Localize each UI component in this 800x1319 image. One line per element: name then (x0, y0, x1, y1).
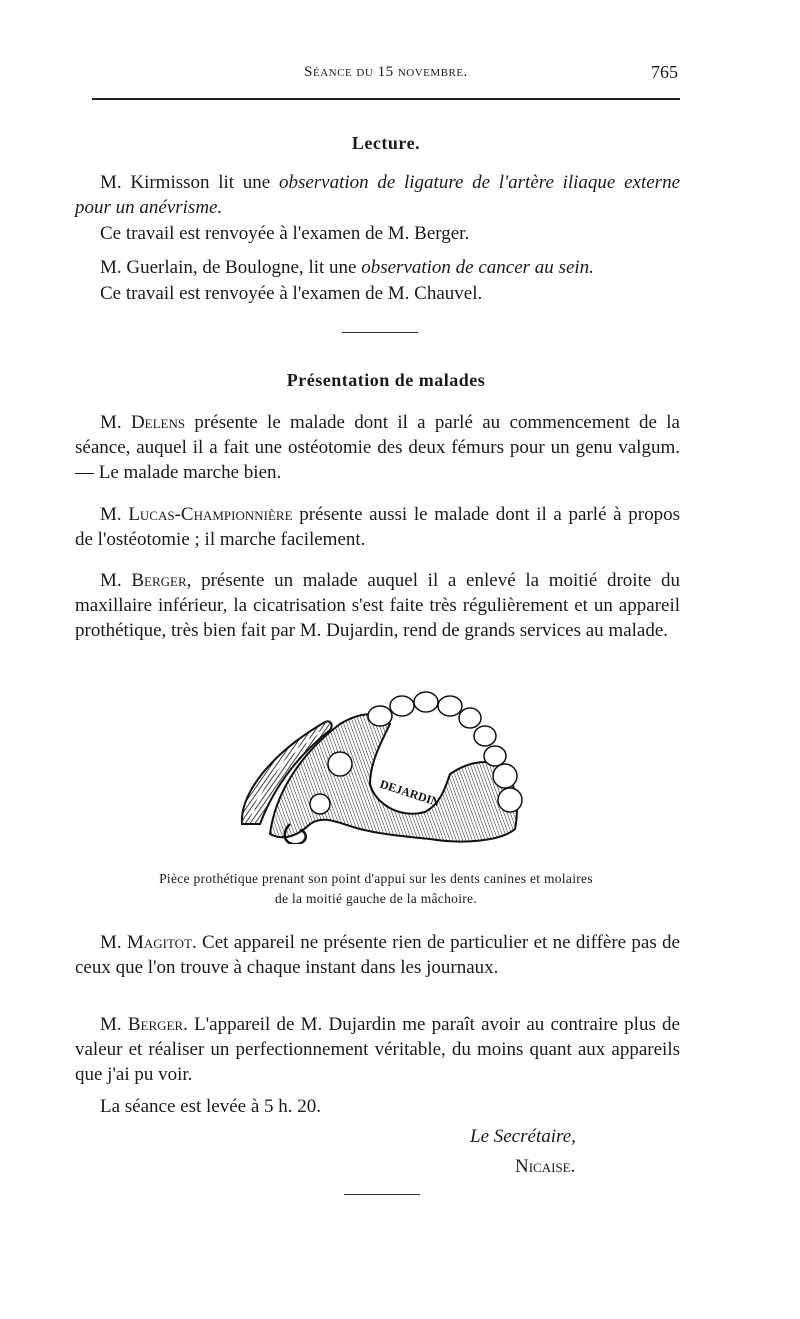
prosthesis-illustration (230, 684, 540, 844)
presentation-p3-name: Berger (131, 570, 187, 591)
presentation-paragraph-3 (75, 568, 680, 643)
closing-divider (344, 1194, 420, 1195)
presentation-p1-m: M. (100, 412, 131, 433)
presentation-heading: Présentation de malades (286, 370, 486, 390)
lecture-p1-italic-a: observation de ligature de l'artère iliaque (278, 172, 616, 193)
discussion-p2-m: M. (100, 1014, 128, 1035)
page-number: 765 (651, 62, 678, 82)
presentation-p2-name: Lucas-Championnière (128, 504, 293, 525)
presentation-p1-text: présente le malade dont il a parlé au commencement de la séance, auquel il a fait une ostéotomie des deux fémurs pour un genu valgum. — Le malade marche bien. (75, 412, 680, 483)
discussion-p2-name: Berger (127, 1014, 184, 1035)
signature-role: Le Secrétaire, (470, 1126, 576, 1147)
figure-caption (72, 869, 680, 909)
section-divider-1 (342, 332, 418, 333)
tooth (459, 708, 481, 728)
header-rule (92, 98, 680, 100)
tooth (390, 696, 414, 716)
header-seance: Séance du (304, 64, 374, 80)
signature-name-text: Nicaise. (515, 1156, 576, 1177)
tooth (368, 706, 392, 726)
presentation-p3-text: , présente un malade auquel il a enlevé la moitié droite du maxillaire inférieur, la cicatrisation s'est faite très régulièrement et un appareil prothétique, très bien fait par M. Dujardin, rend de grands services au malade. (75, 570, 680, 641)
tooth (438, 696, 462, 716)
tooth (474, 726, 496, 746)
tooth (484, 746, 506, 766)
running-header (92, 62, 680, 86)
lecture-heading: Lecture. (351, 133, 421, 153)
lecture-paragraph-3 (75, 255, 680, 280)
discussion-p1-text: . Cet appareil ne présente rien de particulier et ne diffère pas de ceux que l'on trouve à chaque instant dans les journaux. (75, 932, 680, 978)
presentation-paragraph-1 (75, 410, 680, 485)
signature-name (515, 1156, 575, 1178)
caption-line-1: Pièce prothétique prenant son point d'appui sur les dents canines et molaires (159, 871, 593, 886)
presentation-p3-m: M. (100, 570, 132, 591)
prosthesis-notch-1 (328, 752, 352, 776)
discussion-paragraph-3: La séance est levée à 5 h. 20. (100, 1096, 322, 1117)
presentation-p1-name: Delens (130, 412, 186, 433)
lecture-paragraph-2: Ce travail est renvoyée à l'examen de M. Berger. (100, 223, 470, 244)
tooth (498, 788, 522, 812)
discussion-p2-text: . L'appareil de M. Dujardin me paraît avoir au contraire plus de valeur et réaliser un perfectionnement véritable, du moins quant aux appareils que j'ai pu voir. (75, 1014, 680, 1085)
presentation-p2-text: présente aussi le malade dont il a parlé à propos de l'ostéotomie ; il marche facilement. (75, 504, 680, 550)
caption-line-2: de la moitié gauche de la mâchoire. (274, 891, 478, 906)
discussion-p1-m: M. (100, 932, 127, 953)
lecture-p1-name: M. Kirmisson (100, 172, 210, 193)
discussion-p1-name: Magitot (126, 932, 192, 953)
header-day: 15 (377, 64, 394, 80)
lecture-p3-name: M. Guerlain, de Boulogne, (100, 257, 304, 278)
lecture-p1-italic-b: externe pour un anévrisme. (75, 172, 680, 218)
header-month: novembre. (397, 64, 468, 80)
lecture-paragraph-1 (75, 170, 680, 220)
presentation-paragraph-2 (75, 502, 680, 552)
header-title (92, 64, 680, 81)
discussion-paragraph-2 (75, 1012, 680, 1087)
discussion-paragraph-1 (75, 930, 680, 980)
tooth (493, 764, 517, 788)
presentation-p2-m: M. (100, 504, 129, 525)
lecture-p3-italic: observation de cancer au sein. (361, 257, 594, 278)
lecture-p3-text: lit une (303, 257, 362, 278)
engraving-label: DEJARDIN (378, 776, 442, 810)
prosthesis-notch-2 (310, 794, 330, 814)
lecture-paragraph-4: Ce travail est renvoyée à l'examen de M. Chauvel. (100, 283, 483, 304)
tooth (414, 692, 438, 712)
lecture-p1-text: lit une (209, 172, 279, 193)
